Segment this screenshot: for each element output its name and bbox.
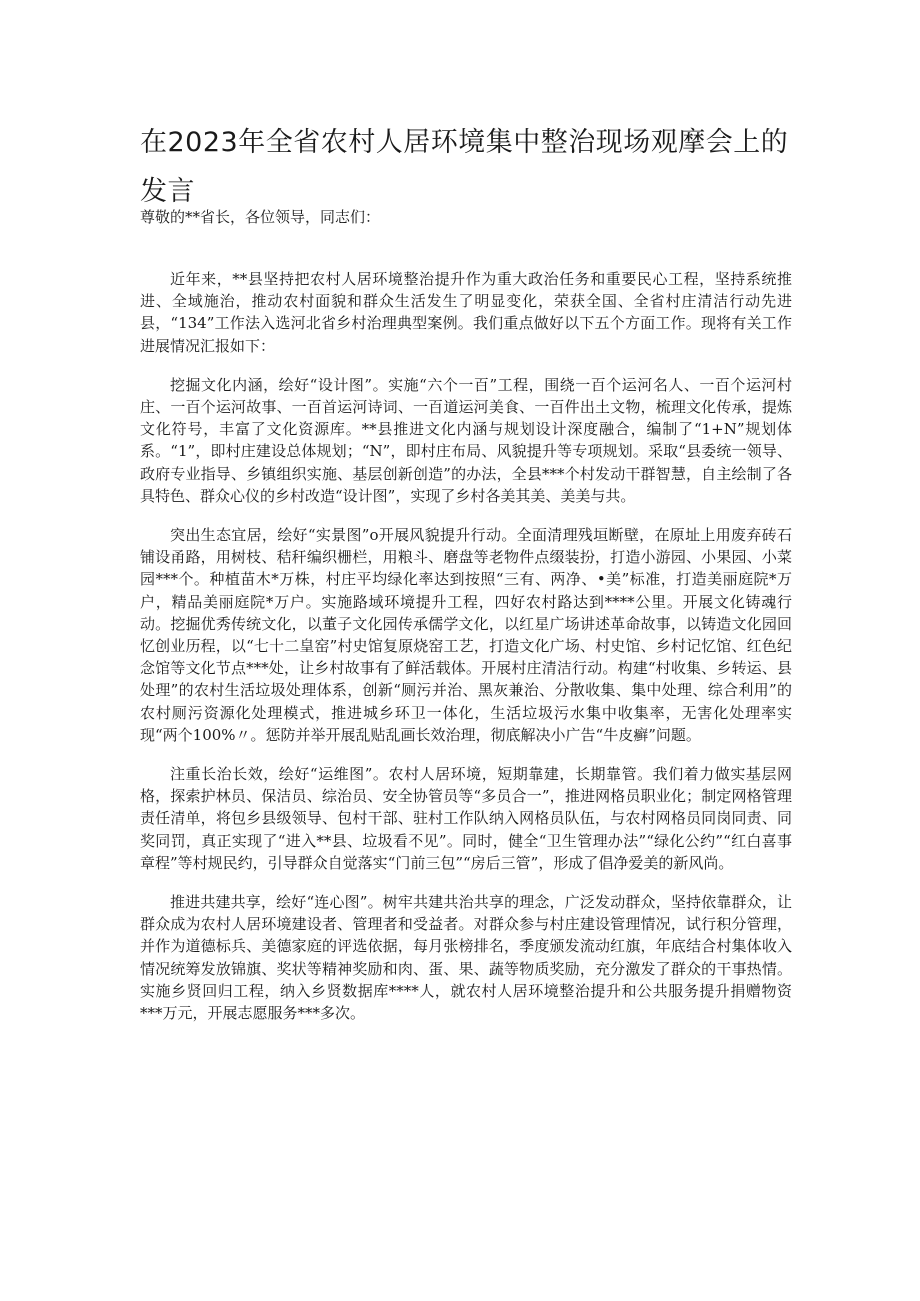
paragraph-design-plan: 挖掘文化内涵，绘好“设计图”。实施“六个一百”工程，围绕一百个运河名人、一百个运河村庄、一百个运河故事、一百首运河诗词、一百道运河美食、一百件出土文物，梳理文化传承，提炼文化符号，丰富了文化资源库。**县推进文化内涵与规划设计深度融合，编制了“1+N”规划体系。“1”，即村庄建设总体规划；“N”，即村庄布局、风貌提升等专项规划。采取“县委统一领导、政府专业指导、乡镇组织实施、基层创新创造”的办法，全县***个村发动干群智慧，自主绘制了各具特色、群众心仪的乡村改造“设计图”，实现了乡村各美其美、美美与共。 [140, 375, 792, 505]
paragraph-intro: 近年来，**县坚持把农村人居环境整治提升作为重大政治任务和重要民心工程，坚持系统推进、全域施治，推动农村面貌和群众生活发生了明显变化，荣获全国、全省村庄清洁行动先进县，“134”工作法入选河北省乡村治理典型案例。我们重点做好以下五个方面工作。现将有关工作进展情况汇报如下： [140, 270, 792, 355]
document-title: 在2023年全省农村人居环境集中整治现场观摩会上的发言 [140, 127, 789, 207]
paragraph-co-building: 推进共建共享，绘好“连心图”。树牢共建共治共享的理念，广泛发动群众，坚持依靠群众，让群众成为农村人居环境建设者、管理者和受益者。对群众参与村庄建设管理情况，试行积分管理，并作为道德标兵、美德家庭的评选依据，每月张榜排名，季度颁发流动红旗，年底结合村集体收入情况统筹发放锦旗、奖状等精神奖励和肉、蛋、果、蔬等物质奖励，充分激发了群众的干事热情。实施乡贤回归工程，纳入乡贤数据库****人，就农村人居环境整治提升和公共服务提升捐赠物资***万元，开展志愿服务***多次。 [140, 893, 792, 1023]
paragraph-maintenance: 注重长治长效，绘好“运维图”。农村人居环境，短期靠建，长期靠管。我们着力做实基层网格，探索护林员、保洁员、综治员、安全协管员等“多员合一”，推进网格员职业化；制定网格管理责任清单，将包乡县级领导、包村干部、驻村工作队纳入网格员队伍，与农村网格员同岗同责、同奖同罚，真正实现了“进入**县、垃圾看不见”。同时，健全“卫生管理办法”“绿化公约”“红白喜事章程”等村规民约，引导群众自觉落实“门前三包”“房后三管”，形成了倡净爱美的新风尚。 [140, 765, 792, 872]
salutation: 尊敬的**省长，各位领导，同志们： [140, 208, 381, 226]
document-body [140, 268, 792, 1041]
paragraph-real-scene: 突出生态宜居，绘好“实景图”o开展风貌提升行动。全面清理残垣断壁，在原址上用废弃砖石铺设甬路，用树枝、秸秆编织栅栏，用粮斗、磨盘等老物件点缀装扮，打造小游园、小果园、小菜园***个。种植苗木*万株，村庄平均绿化率达到按照“三有、两净、•美”标准，打造美丽庭院*万户，精品美丽庭院*万户。实施路域环境提升工程，四好农村路达到****公里。开展文化铸魂行动。挖掘优秀传统文化，以董子文化园传承儒学文化，以红星广场讲述革命故事，以铸造文化园回忆创业历程，以“七十二皇窑”村史馆复原烧窑工艺，打造文化广场、村史馆、乡村记忆馆、红色纪念馆等文化节点***处，让乡村故事有了鲜活载体。开展村庄清洁行动。构建“村收集、乡转运、县处理”的农村生活垃圾处理体系，创新“厕污并治、黑灰兼治、分散收集、集中处理、综合利用”的农村厕污资源化处理模式，推进城乡环卫一体化，生活垃圾污水集中收集率，无害化处理率实现“两个100%〃。惩防并举开展乱贴乱画长效治理，彻底解决小广告“牛皮癣”问题。 [140, 526, 792, 744]
